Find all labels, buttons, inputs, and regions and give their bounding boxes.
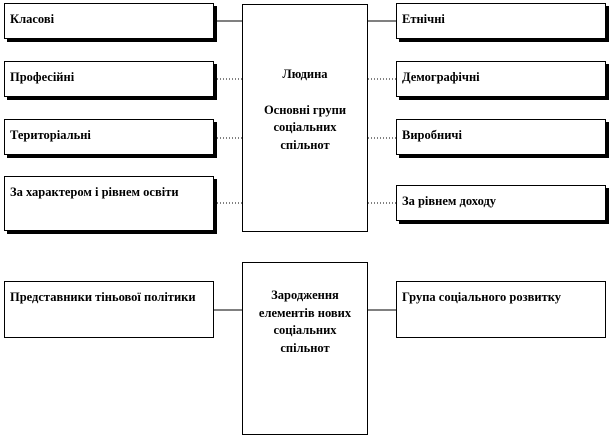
category-label: Класові bbox=[10, 12, 55, 26]
category-label: Група соціального розвитку bbox=[402, 290, 562, 304]
category-box-income bbox=[396, 185, 606, 221]
category-box-shadow-politics bbox=[4, 281, 214, 338]
category-box-professional bbox=[4, 61, 214, 97]
category-box-demographic bbox=[396, 61, 606, 97]
category-label: Професійні bbox=[10, 70, 75, 84]
category-label: Представники тіньової політики bbox=[10, 290, 196, 304]
center-bottom-title: Зародження елементів нових соціальних спільнот bbox=[258, 288, 352, 355]
center-title: Людина bbox=[282, 67, 328, 81]
category-box-education bbox=[4, 176, 214, 231]
category-box-class bbox=[4, 3, 214, 39]
category-label: Територіальні bbox=[10, 128, 91, 142]
category-box-production bbox=[396, 119, 606, 155]
category-label: За рівнем доходу bbox=[402, 194, 497, 208]
center-box-new-communities bbox=[242, 262, 368, 435]
center-subtitle: Основні групи соціальних спільнот bbox=[263, 102, 347, 152]
category-label: Демографічні bbox=[402, 70, 480, 84]
category-box-ethnic bbox=[396, 3, 606, 39]
category-label: Виробничі bbox=[402, 128, 462, 142]
category-label: Етнічні bbox=[402, 12, 445, 26]
category-label: За характером і рівнем освіти bbox=[10, 185, 179, 199]
category-box-territorial bbox=[4, 119, 214, 155]
center-box-human bbox=[242, 4, 368, 232]
category-box-social-development bbox=[396, 281, 606, 338]
